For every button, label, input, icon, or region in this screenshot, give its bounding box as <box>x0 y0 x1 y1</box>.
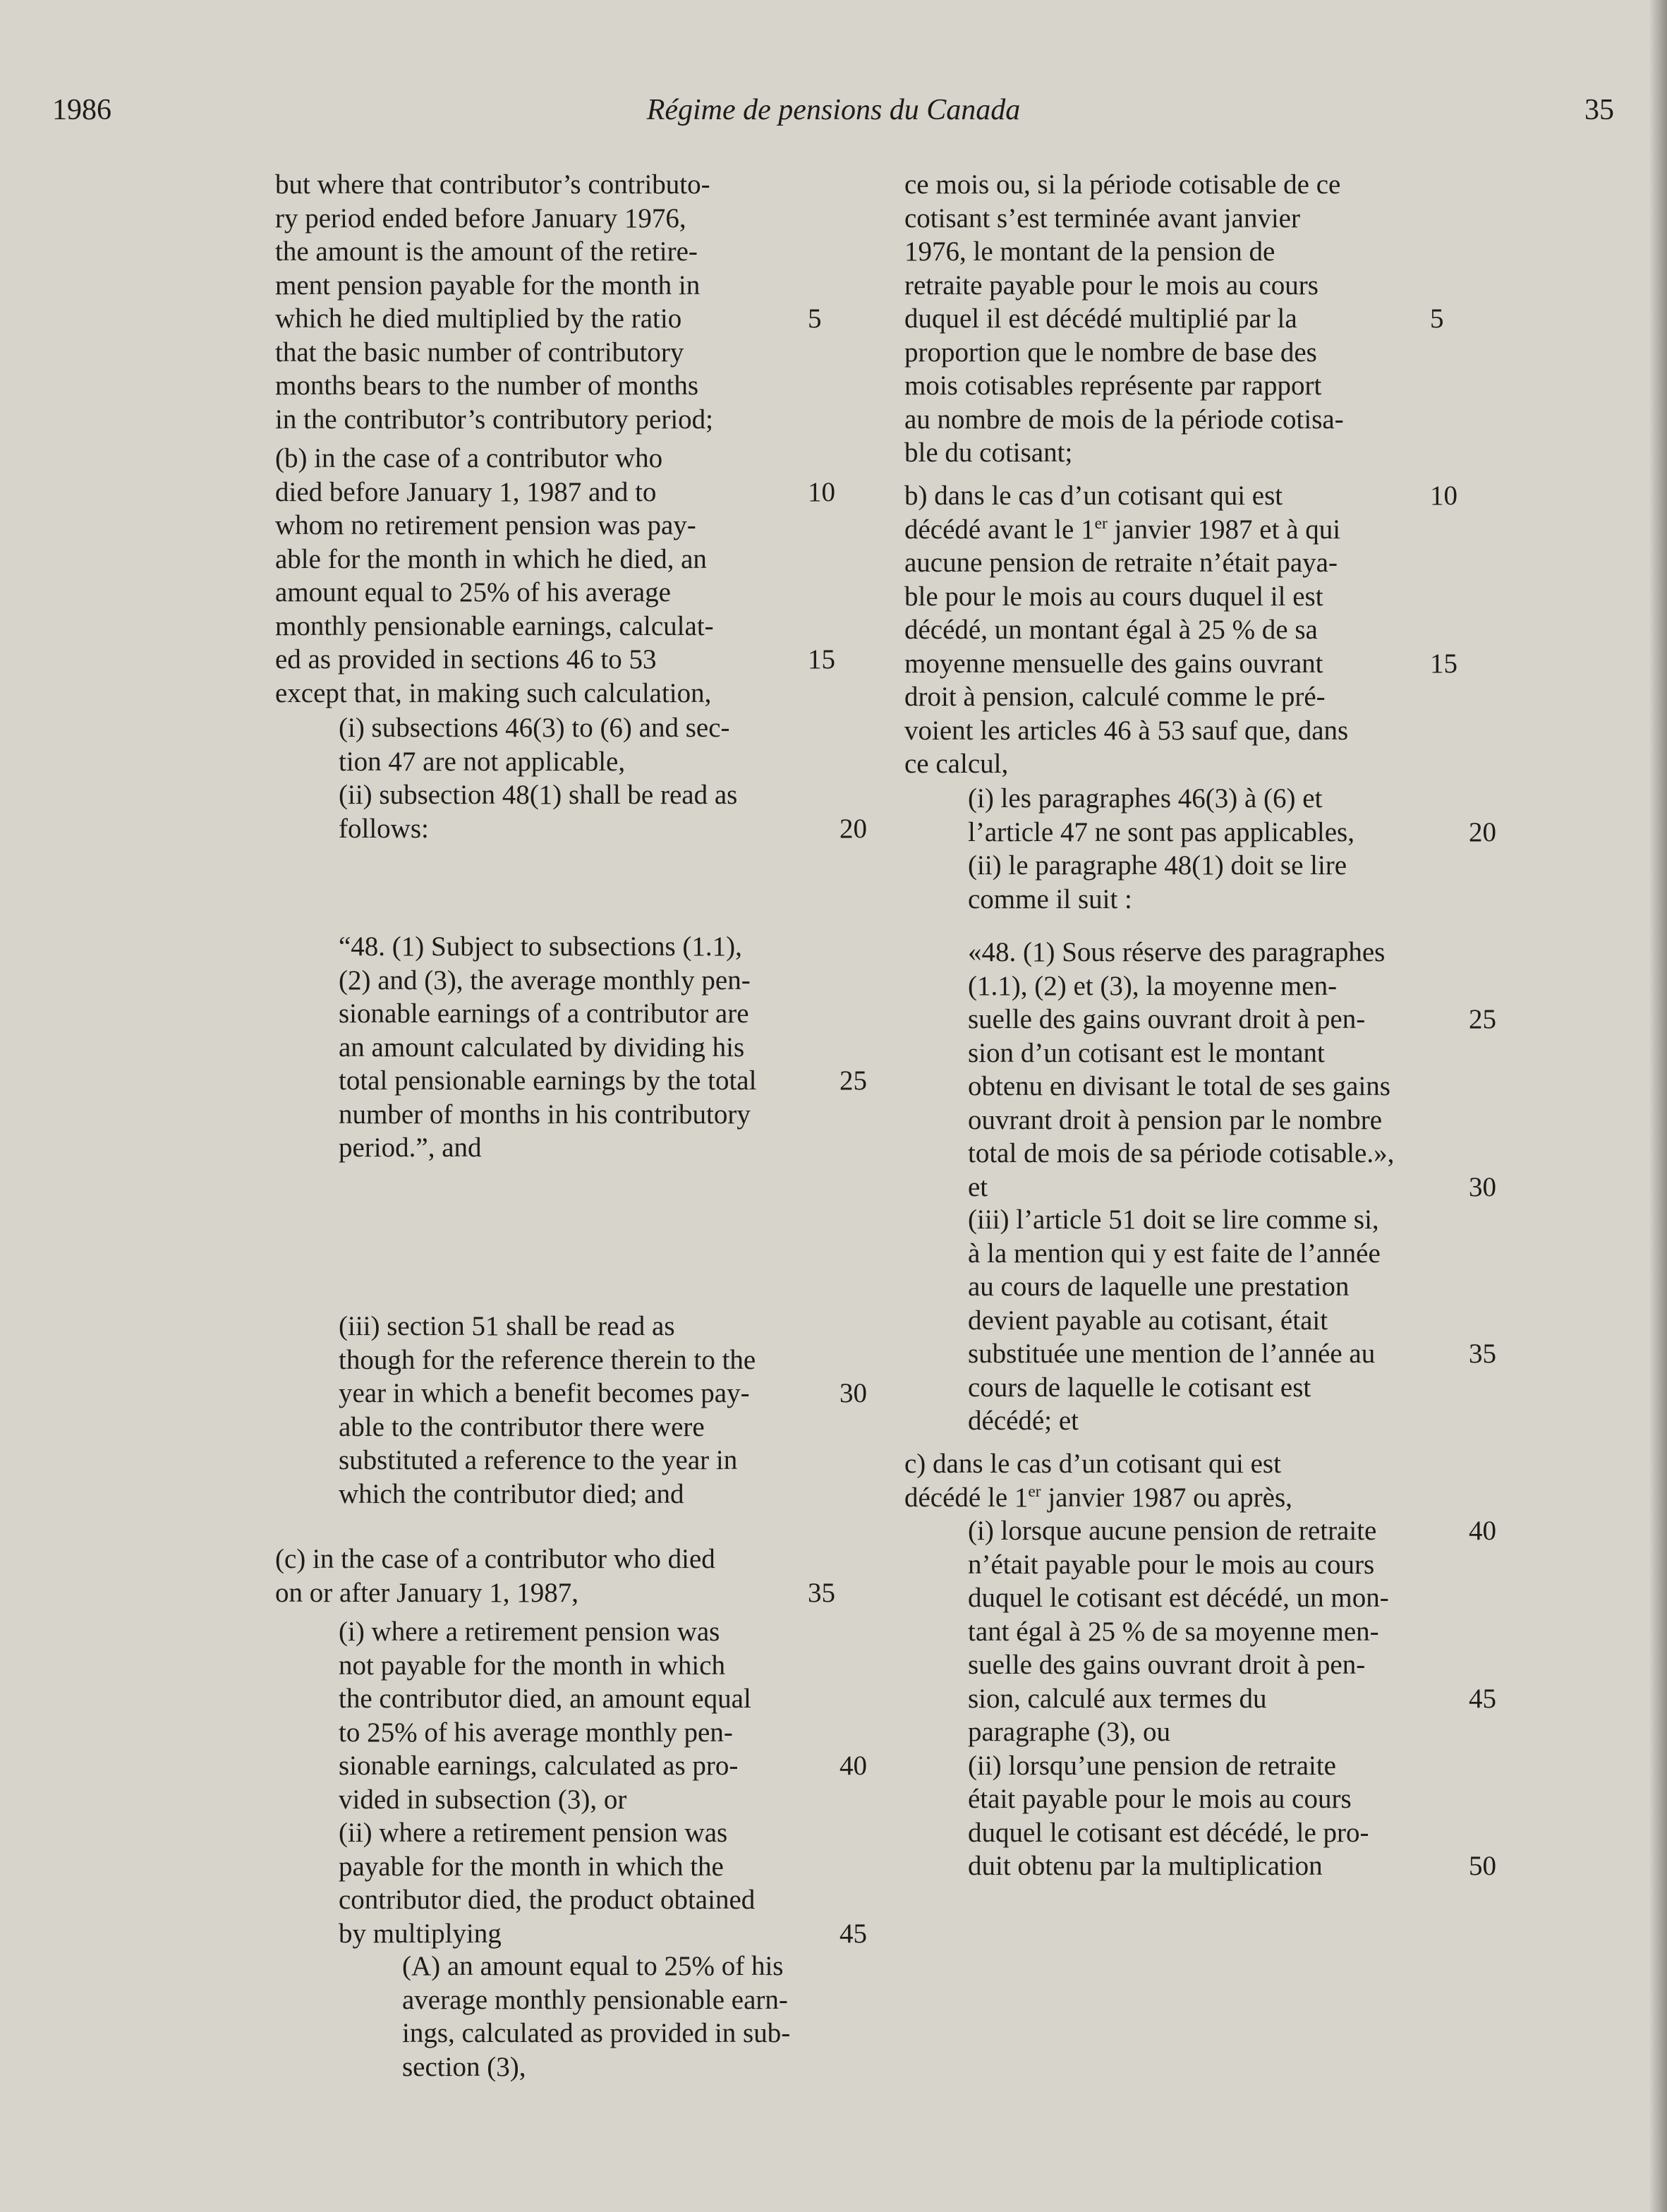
margin-line-number: 30 <box>839 1378 867 1408</box>
line-text: proportion que le nombre de base des <box>904 337 1317 368</box>
line-text: au cours de laquelle une prestation <box>968 1271 1350 1302</box>
line-text: cotisant s’est terminée avant janvier <box>904 203 1300 234</box>
line-text: “48. (1) Subject to subsections (1.1), <box>339 931 742 962</box>
line-text: (b) in the case of a contributor who <box>275 443 663 473</box>
page-edge-shadow <box>1649 0 1667 2212</box>
text-line <box>275 1576 835 1610</box>
text-line <box>904 580 1430 614</box>
text-line <box>339 1131 839 1165</box>
english-quoted-section-48 <box>307 930 867 1165</box>
text-line <box>968 1137 1462 1171</box>
text-line <box>904 747 1430 781</box>
text-line <box>402 2017 871 2050</box>
line-text: follows: <box>339 813 429 844</box>
text-line <box>968 1514 1496 1548</box>
line-text: devient payable au cotisant, était <box>968 1305 1328 1336</box>
text-line <box>904 714 1430 748</box>
text-line <box>968 1648 1462 1682</box>
text-line <box>275 476 835 509</box>
line-text: ed as provided in sections 46 to 53 <box>275 644 657 675</box>
line-text: except that, in making such calculation, <box>275 677 712 708</box>
line-text: moyenne mensuelle des gains ouvrant <box>904 648 1323 679</box>
text-line <box>275 168 808 202</box>
line-text: sionable earnings of a contributor are <box>339 998 749 1029</box>
line-text: total pensionable earnings by the total <box>339 1065 757 1096</box>
line-text: décédé; et <box>968 1406 1079 1436</box>
french-paragraph-c <box>904 1447 1430 1514</box>
line-text: in the contributor’s contributory period; <box>275 404 713 435</box>
text-line <box>275 1542 808 1576</box>
margin-line-number: 5 <box>808 303 822 334</box>
margin-line-number: 35 <box>808 1577 835 1608</box>
text-line <box>904 513 1430 547</box>
french-quoted-section-48 <box>936 936 1496 1204</box>
french-subparagraphs-c-i-ii <box>936 1514 1496 1883</box>
text-line <box>968 1203 1462 1237</box>
text-line <box>339 1410 839 1444</box>
text-line <box>275 543 808 576</box>
text-line <box>339 1682 839 1716</box>
text-line <box>339 1850 839 1884</box>
text-line <box>339 964 839 998</box>
text-line <box>339 1816 839 1850</box>
margin-line-number: 20 <box>839 813 867 844</box>
text-line <box>339 1377 867 1410</box>
margin-line-number: 25 <box>839 1065 867 1096</box>
header-title: Régime de pensions du Canada <box>646 94 1021 126</box>
text-line <box>968 1749 1462 1783</box>
text-line <box>904 302 1444 336</box>
text-line <box>968 1104 1462 1137</box>
text-line <box>968 1715 1462 1749</box>
line-text: (i) where a retirement pension was <box>339 1616 720 1647</box>
text-line <box>968 1003 1496 1037</box>
text-line <box>968 1615 1462 1649</box>
text-line <box>904 168 1430 202</box>
text-line <box>968 1371 1462 1405</box>
line-text: duit obtenu par la multiplication <box>968 1851 1323 1881</box>
line-text: duquel il est décédé multiplié par la <box>904 303 1297 334</box>
line-text: to 25% of his average monthly pen- <box>339 1717 733 1748</box>
french-subparagraphs-b-i-ii <box>936 782 1496 916</box>
line-text: (i) lorsque aucune pension de retraite <box>968 1516 1377 1546</box>
english-paragraph-c <box>275 1542 835 1609</box>
line-text: monthly pensionable earnings, calculat- <box>275 610 714 641</box>
text-line <box>968 1682 1496 1716</box>
text-line <box>904 403 1430 437</box>
line-text: which he died multiplied by the ratio <box>275 303 682 334</box>
line-text: ble du cotisant; <box>904 437 1073 468</box>
text-line <box>275 369 808 403</box>
line-text: but where that contributor’s contributo- <box>275 169 710 200</box>
line-text: «48. (1) Sous réserve des paragraphes <box>968 937 1386 967</box>
line-text: (2) and (3), the average monthly pen- <box>339 965 751 996</box>
line-text: substituée une mention de l’année au <box>968 1338 1376 1369</box>
line-text: suelle des gains ouvrant droit à pen- <box>968 1650 1366 1680</box>
text-line <box>904 336 1430 370</box>
text-line <box>339 930 839 964</box>
text-line <box>275 509 808 543</box>
margin-line-number: 15 <box>1430 648 1457 679</box>
line-text: ings, calculated as provided in sub- <box>402 2018 791 2048</box>
text-line <box>968 936 1462 969</box>
text-line <box>904 1447 1430 1481</box>
line-text: total de mois de sa période cotisable.», <box>968 1138 1395 1168</box>
text-line <box>904 546 1430 580</box>
text-line <box>968 1581 1462 1615</box>
line-text: the contributor died, an amount equal <box>339 1684 751 1714</box>
text-line <box>968 1304 1462 1338</box>
text-line <box>968 1404 1462 1438</box>
line-text: ry period ended before January 1976, <box>275 203 686 234</box>
line-text: (ii) subsection 48(1) shall be read as <box>339 780 738 810</box>
text-line <box>275 202 808 236</box>
line-text: b) dans le cas d’un cotisant qui est <box>904 481 1283 511</box>
english-subparagraphs-b-i-ii <box>307 711 867 845</box>
line-text: substituted a reference to the year in <box>339 1445 738 1475</box>
text-line <box>968 1849 1496 1883</box>
margin-line-number: 40 <box>839 1751 867 1781</box>
line-text: though for the reference therein to the <box>339 1344 756 1375</box>
line-text: by multiplying <box>339 1918 502 1949</box>
text-line <box>968 816 1496 850</box>
line-text: an amount calculated by dividing his <box>339 1032 745 1063</box>
margin-line-number: 15 <box>808 644 835 675</box>
line-text: et <box>968 1171 988 1202</box>
line-text: contributor died, the product obtained <box>339 1885 756 1915</box>
text-line <box>339 1749 867 1783</box>
text-line <box>968 1816 1462 1850</box>
english-paragraph-b <box>275 442 835 710</box>
line-text: voient les articles 46 à 53 sauf que, dans <box>904 715 1349 746</box>
line-text: ble pour le mois au cours duquel il est <box>904 581 1323 612</box>
text-line <box>339 1917 867 1951</box>
line-text: the amount is the amount of the retire- <box>275 236 698 267</box>
line-text: à la mention qui y est faite de l’année <box>968 1238 1381 1269</box>
line-text: section (3), <box>402 2051 526 2082</box>
page-number: 35 <box>1584 94 1614 126</box>
line-text: (ii) le paragraphe 48(1) doit se lire <box>968 850 1347 881</box>
line-text: payable for the month in which the <box>339 1851 724 1882</box>
text-line <box>904 479 1457 513</box>
line-text: comme il suit : <box>968 883 1132 914</box>
line-text: not payable for the month in which <box>339 1650 726 1681</box>
margin-line-number: 30 <box>1469 1171 1496 1202</box>
french-paragraph-b <box>904 479 1457 781</box>
margin-line-number: 40 <box>1469 1516 1496 1546</box>
line-text: able for the month in which he died, an <box>275 543 707 574</box>
text-line <box>968 1237 1462 1271</box>
line-text: (1.1), (2) et (3), la moyenne men- <box>968 970 1338 1001</box>
line-text: able to the contributor there were <box>339 1411 705 1442</box>
text-line <box>339 812 867 846</box>
line-text: which the contributor died; and <box>339 1478 684 1509</box>
text-line <box>968 1037 1462 1070</box>
line-text: décédé, un montant égal à 25 % de sa <box>904 615 1318 645</box>
text-line <box>339 1649 839 1683</box>
text-line <box>275 610 808 643</box>
text-line <box>275 302 822 336</box>
text-line <box>275 677 808 711</box>
text-line <box>339 711 839 745</box>
english-paragraph-a-continued <box>275 168 822 436</box>
text-line <box>339 1883 839 1917</box>
text-line <box>275 336 808 370</box>
text-line <box>968 782 1462 816</box>
line-text: 1976, le montant de la pension de <box>904 236 1275 267</box>
line-text: duquel le cotisant est décédé, un mon- <box>968 1583 1389 1613</box>
line-text: sion, calculé aux termes du <box>968 1683 1267 1714</box>
line-text: tant égal à 25 % de sa moyenne men- <box>968 1616 1379 1647</box>
line-text: amount equal to 25% of his average <box>275 577 671 608</box>
text-line <box>968 1337 1496 1371</box>
line-text: (iii) l’article 51 doit se lire comme si, <box>968 1204 1379 1235</box>
text-line <box>402 1983 871 2017</box>
text-line <box>904 235 1430 269</box>
french-paragraph-a-continued <box>904 168 1444 470</box>
text-line <box>904 647 1457 681</box>
line-text: whom no retirement pension was pay- <box>275 510 696 540</box>
line-text: died before January 1, 1987 and to <box>275 476 657 507</box>
text-line <box>968 1171 1496 1204</box>
line-text: droit à pension, calculé comme le pré- <box>904 682 1326 712</box>
text-line <box>339 1716 839 1750</box>
line-text: (A) an amount equal to 25% of his <box>402 1951 784 1981</box>
line-text: sion d’un cotisant est le montant <box>968 1037 1325 1068</box>
line-text: average monthly pensionable earn- <box>402 1984 788 2015</box>
text-line <box>275 442 808 476</box>
text-line <box>402 2050 871 2084</box>
text-line <box>339 1477 839 1511</box>
line-text: (i) subsections 46(3) to (6) and sec- <box>339 713 730 743</box>
line-text: obtenu en divisant le total de ses gains <box>968 1071 1390 1101</box>
margin-line-number: 5 <box>1430 303 1444 334</box>
text-line <box>339 1615 839 1649</box>
text-line <box>968 1070 1462 1104</box>
margin-line-number: 35 <box>1469 1338 1496 1369</box>
line-text: l’article 47 ne sont pas applicables, <box>968 816 1354 847</box>
text-line <box>968 1548 1462 1582</box>
text-line <box>904 436 1430 470</box>
text-line <box>968 969 1462 1003</box>
line-text: était payable pour le mois au cours <box>968 1784 1352 1814</box>
line-text: sionable earnings, calculated as pro- <box>339 1751 739 1781</box>
text-line <box>275 643 835 677</box>
margin-line-number: 45 <box>1469 1683 1496 1714</box>
text-line <box>339 1783 839 1817</box>
text-line <box>904 613 1430 647</box>
line-text: that the basic number of contributory <box>275 337 684 368</box>
line-text: décédé avant le 1er janvier 1987 et à qui <box>904 514 1341 545</box>
line-text: retraite payable pour le mois au cours <box>904 270 1319 301</box>
line-text: tion 47 are not applicable, <box>339 746 626 777</box>
margin-line-number: 10 <box>1430 481 1457 511</box>
line-text: ce mois ou, si la période cotisable de ce <box>904 169 1341 200</box>
line-text: (iii) section 51 shall be read as <box>339 1311 675 1341</box>
margin-line-number: 10 <box>808 476 835 507</box>
text-line <box>904 680 1430 714</box>
line-text: number of months in his contributory <box>339 1099 751 1130</box>
line-text: cours de laquelle le cotisant est <box>968 1372 1311 1403</box>
french-subparagraph-b-iii <box>936 1203 1496 1438</box>
text-line <box>402 1950 871 1983</box>
english-subparagraphs-c-i-ii <box>307 1615 867 1950</box>
text-line <box>968 883 1462 917</box>
line-text: months bears to the number of months <box>275 370 699 401</box>
line-text: vided in subsection (3), or <box>339 1784 627 1815</box>
line-text: suelle des gains ouvrant droit à pen- <box>968 1004 1366 1034</box>
text-line <box>904 269 1430 303</box>
english-clause-c-A <box>339 1950 871 2084</box>
line-text: n’était payable pour le mois au cours <box>968 1549 1375 1580</box>
margin-line-number: 20 <box>1469 816 1496 847</box>
text-line <box>339 997 839 1031</box>
text-line <box>968 849 1462 883</box>
text-line <box>275 235 808 269</box>
line-text: year in which a benefit becomes pay- <box>339 1378 750 1408</box>
text-line <box>275 269 808 303</box>
margin-line-number: 25 <box>1469 1004 1496 1034</box>
line-text: ce calcul, <box>904 749 1009 779</box>
line-text: décédé le 1er janvier 1987 ou après, <box>904 1482 1292 1513</box>
line-text: on or after January 1, 1987, <box>275 1577 578 1608</box>
english-subparagraph-b-iii <box>307 1310 867 1511</box>
text-line <box>339 778 839 812</box>
text-line <box>904 1481 1430 1515</box>
header-year: 1986 <box>52 94 111 126</box>
text-line <box>339 1444 839 1477</box>
text-line <box>339 1310 839 1343</box>
line-text: ouvrant droit à pension par le nombre <box>968 1104 1382 1135</box>
line-text: paragraphe (3), ou <box>968 1717 1170 1747</box>
line-text: (c) in the case of a contributor who died <box>275 1544 715 1574</box>
line-text: ment pension payable for the month in <box>275 270 701 301</box>
margin-line-number: 50 <box>1469 1851 1496 1881</box>
line-text: duquel le cotisant est décédé, le pro- <box>968 1817 1369 1848</box>
text-line <box>968 1782 1462 1816</box>
line-text: au nombre de mois de la période cotisa- <box>904 404 1344 435</box>
text-line <box>275 403 808 437</box>
text-line <box>904 202 1430 236</box>
line-text: (ii) where a retirement pension was <box>339 1818 728 1848</box>
line-text: c) dans le cas d’un cotisant qui est <box>904 1449 1281 1479</box>
line-text: aucune pension de retraite n’était paya- <box>904 548 1338 578</box>
text-line <box>339 1343 839 1377</box>
line-text: mois cotisables représente par rapport <box>904 370 1322 401</box>
text-line <box>339 745 839 779</box>
line-text: (i) les paragraphes 46(3) à (6) et <box>968 783 1323 814</box>
margin-line-number: 45 <box>839 1918 867 1949</box>
text-line <box>275 576 808 610</box>
line-text: period.”, and <box>339 1132 482 1163</box>
text-line <box>968 1270 1462 1304</box>
text-line <box>339 1064 867 1098</box>
text-line <box>339 1031 839 1065</box>
text-line <box>904 369 1430 403</box>
line-text: (ii) lorsqu’une pension de retraite <box>968 1750 1336 1781</box>
text-line <box>339 1098 839 1132</box>
